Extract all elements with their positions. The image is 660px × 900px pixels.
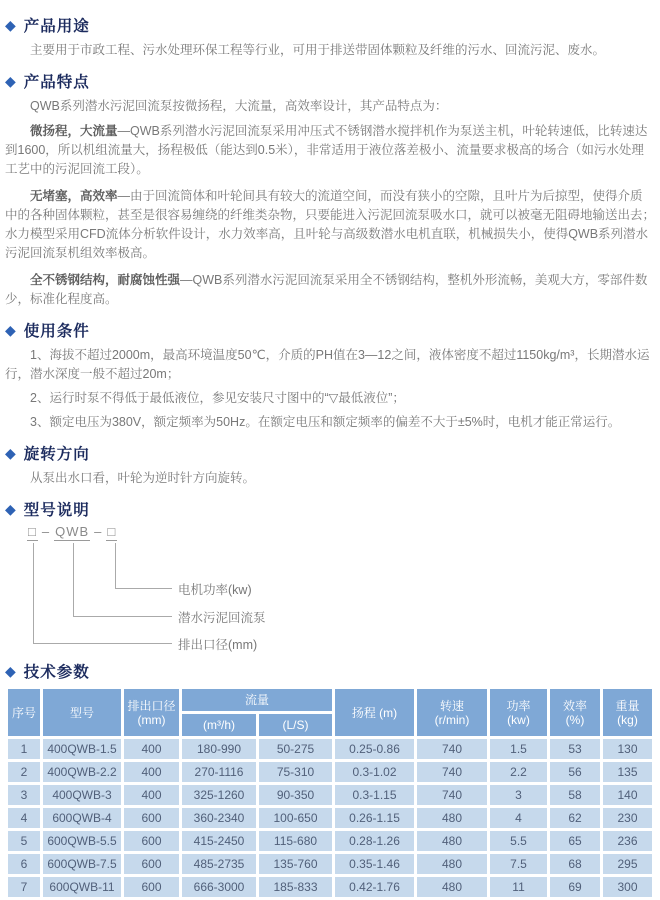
col-header-flow-m3h: (m³/h) bbox=[182, 714, 256, 736]
features-paragraph bbox=[5, 187, 655, 263]
dash: – bbox=[41, 524, 51, 539]
paragraph-text: —QWB系列潜水污泥回流泵采用冲压式不锈钢潜水搅拌机作为泵送主机，叶轮转速低，比转速达到1600，所以机组流量大，扬程极低（能达到0.5米），非常适用于液位落差极小、流量要求极高的场合（如污水处理工艺中的污泥回流工段）。 bbox=[5, 124, 648, 176]
callout-line-outlet bbox=[33, 543, 172, 644]
col-header-line: (%) bbox=[565, 712, 585, 727]
table-cell: 130 bbox=[603, 739, 652, 759]
col-header-line: (kw) bbox=[507, 712, 530, 727]
table-cell: 0.35-1.46 bbox=[335, 854, 414, 874]
table-cell: 135 bbox=[603, 762, 652, 782]
col-header-line: (mm) bbox=[137, 712, 166, 727]
table-row bbox=[8, 831, 652, 851]
table-cell: 360-2340 bbox=[182, 808, 256, 828]
table-row bbox=[8, 877, 652, 897]
diamond-icon: ◆ bbox=[5, 663, 16, 679]
col-header-outlet bbox=[124, 689, 179, 736]
model-label-type: 潜水污泥回流泵 bbox=[178, 611, 266, 625]
table-cell: 740 bbox=[417, 739, 487, 759]
table-cell: 2.2 bbox=[490, 762, 547, 782]
col-header-efficiency bbox=[550, 689, 600, 736]
col-header-line: 重量 bbox=[615, 698, 640, 713]
col-header-weight bbox=[603, 689, 652, 736]
table-cell: 480 bbox=[417, 877, 487, 897]
table-row bbox=[8, 808, 652, 828]
section-header-model bbox=[5, 498, 655, 520]
features-intro: QWB系列潜水污泥回流泵按微扬程，大流量，高效率设计，其产品特点为： bbox=[30, 99, 448, 113]
table-cell: 600QWB-7.5 bbox=[43, 854, 121, 874]
table-cell: 0.28-1.26 bbox=[335, 831, 414, 851]
section-header-specs bbox=[5, 660, 655, 682]
table-cell: 295 bbox=[603, 854, 652, 874]
table-row bbox=[8, 785, 652, 805]
model-box-outlet: □ bbox=[28, 524, 37, 539]
table-cell: 53 bbox=[550, 739, 600, 759]
table-cell: 115-680 bbox=[259, 831, 332, 851]
table-cell: 180-990 bbox=[182, 739, 256, 759]
table-cell: 2 bbox=[8, 762, 40, 782]
table-cell: 62 bbox=[550, 808, 600, 828]
table-cell: 270-1116 bbox=[182, 762, 256, 782]
table-cell: 1 bbox=[8, 739, 40, 759]
table-cell: 0.3-1.02 bbox=[335, 762, 414, 782]
col-header-line: 转速 bbox=[440, 698, 465, 713]
col-header-index: 序号 bbox=[8, 689, 40, 736]
table-cell: 325-1260 bbox=[182, 785, 256, 805]
table-cell: 666-3000 bbox=[182, 877, 256, 897]
table-cell: 1.5 bbox=[490, 739, 547, 759]
col-header-model: 型号 bbox=[43, 689, 121, 736]
table-cell: 0.26-1.15 bbox=[335, 808, 414, 828]
section-header-conditions bbox=[5, 319, 655, 341]
table-cell: 135-760 bbox=[259, 854, 332, 874]
table-cell: 68 bbox=[550, 854, 600, 874]
section-header-features bbox=[5, 70, 655, 92]
specs-table bbox=[5, 686, 655, 900]
table-cell: 4 bbox=[490, 808, 547, 828]
table-cell: 400 bbox=[124, 785, 179, 805]
model-box-power: □ bbox=[107, 524, 117, 539]
col-header-speed bbox=[417, 689, 487, 736]
condition-item: 3、额定电压为380V，额定频率为50Hz。在额定电压和额定频率的偏差不大于±5%时，电机才能正常运行。 bbox=[30, 415, 621, 429]
table-cell: 0.3-1.15 bbox=[335, 785, 414, 805]
model-label-power: 电机功率(kw) bbox=[178, 583, 252, 597]
diamond-icon: ◆ bbox=[5, 501, 16, 517]
table-cell: 7.5 bbox=[490, 854, 547, 874]
model-label-outlet: 排出口径(mm) bbox=[178, 638, 258, 652]
table-cell: 236 bbox=[603, 831, 652, 851]
diamond-icon: ◆ bbox=[5, 17, 16, 33]
section-title: 型号说明 bbox=[23, 502, 90, 519]
table-cell: 600 bbox=[124, 854, 179, 874]
usage-body: 主要用于市政工程、污水处理环保工程等行业，可用于排送带固体颗粒及纤维的污水、回流污泥、废水。 bbox=[30, 43, 606, 57]
table-cell: 5.5 bbox=[490, 831, 547, 851]
table-cell: 400QWB-1.5 bbox=[43, 739, 121, 759]
model-series-name: QWB bbox=[55, 524, 90, 539]
table-cell: 140 bbox=[603, 785, 652, 805]
col-header-line: 功率 bbox=[506, 698, 531, 713]
table-cell: 4 bbox=[8, 808, 40, 828]
condition-item: 1、海拔不超过2000m，最高环境温度50℃，介质的PH值在3—12之间，液体密度不超过1150kg/m³，长期潜水运行，潜水深度一般不超过20m； bbox=[5, 348, 650, 381]
table-cell: 400 bbox=[124, 739, 179, 759]
col-header-head: 扬程 (m) bbox=[335, 689, 414, 736]
col-header-flow: 流量 bbox=[182, 689, 332, 711]
section-header-usage bbox=[5, 14, 655, 36]
table-cell: 415-2450 bbox=[182, 831, 256, 851]
table-cell: 65 bbox=[550, 831, 600, 851]
table-cell: 100-650 bbox=[259, 808, 332, 828]
table-cell: 600 bbox=[124, 831, 179, 851]
features-paragraph bbox=[5, 122, 655, 179]
table-cell: 185-833 bbox=[259, 877, 332, 897]
paragraph-lead: 无堵塞，高效率 bbox=[30, 189, 118, 203]
table-cell: 480 bbox=[417, 808, 487, 828]
table-cell: 90-350 bbox=[259, 785, 332, 805]
model-code bbox=[27, 524, 117, 541]
table-cell: 480 bbox=[417, 831, 487, 851]
table-cell: 11 bbox=[490, 877, 547, 897]
col-header-line: (kg) bbox=[617, 712, 638, 727]
table-cell: 400QWB-3 bbox=[43, 785, 121, 805]
section-title: 技术参数 bbox=[23, 664, 90, 681]
table-cell: 600 bbox=[124, 877, 179, 897]
table-cell: 5 bbox=[8, 831, 40, 851]
col-header-line: 排出口径 bbox=[127, 698, 176, 713]
paragraph-text: —由于回流筒体和叶轮间具有较大的流道空间，而没有狭小的空隙，且叶片为后掠型，使得介质中的各种固体颗粒，甚至是很容易缠绕的纤维类杂物，只要能进入污泥回流泵吸水口，就可以被毫无阻碍地输送出去；水力模型采用CFD流体分析软件设计，水力效率高，且叶轮与高级数潜水电机直联，机械损失小，使得QWB系列潜水污泥回流泵机组效率极高。 bbox=[5, 189, 656, 260]
table-row bbox=[8, 762, 652, 782]
table-cell: 400 bbox=[124, 762, 179, 782]
table-cell: 600 bbox=[124, 808, 179, 828]
table-cell: 58 bbox=[550, 785, 600, 805]
col-header-line: 效率 bbox=[563, 698, 588, 713]
dash: – bbox=[94, 524, 103, 539]
specs-table-header bbox=[8, 689, 652, 736]
col-header-power bbox=[490, 689, 547, 736]
table-cell: 0.42-1.76 bbox=[335, 877, 414, 897]
features-paragraph bbox=[5, 271, 655, 309]
section-title: 产品特点 bbox=[23, 74, 90, 91]
paragraph-lead: 微扬程，大流量 bbox=[30, 124, 118, 138]
table-cell: 50-275 bbox=[259, 739, 332, 759]
col-header-line: (r/min) bbox=[434, 712, 470, 727]
table-cell: 3 bbox=[490, 785, 547, 805]
table-cell: 600QWB-4 bbox=[43, 808, 121, 828]
col-header-flow-ls: (L/S) bbox=[259, 714, 332, 736]
section-title: 使用条件 bbox=[23, 323, 90, 340]
specs-table-body bbox=[8, 739, 652, 897]
table-cell: 56 bbox=[550, 762, 600, 782]
diamond-icon: ◆ bbox=[5, 73, 16, 89]
table-cell: 7 bbox=[8, 877, 40, 897]
table-cell: 300 bbox=[603, 877, 652, 897]
table-cell: 740 bbox=[417, 785, 487, 805]
rotation-body: 从泵出水口看，叶轮为逆时针方向旋转。 bbox=[30, 471, 256, 485]
table-cell: 0.25-0.86 bbox=[335, 739, 414, 759]
table-row bbox=[8, 739, 652, 759]
paragraph-text: —QWB系列潜水污泥回流泵采用全不锈钢结构，整机外形流畅，美观大方，零部件数少，标准化程度高。 bbox=[5, 273, 648, 306]
section-header-rotation bbox=[5, 442, 655, 464]
table-cell: 485-2735 bbox=[182, 854, 256, 874]
table-cell: 480 bbox=[417, 854, 487, 874]
paragraph-lead: 全不锈钢结构，耐腐蚀性强 bbox=[30, 273, 181, 287]
diamond-icon: ◆ bbox=[5, 322, 16, 338]
section-title: 旋转方向 bbox=[23, 446, 90, 463]
table-row bbox=[8, 854, 652, 874]
diamond-icon: ◆ bbox=[5, 445, 16, 461]
table-cell: 75-310 bbox=[259, 762, 332, 782]
section-title: 产品用途 bbox=[23, 18, 90, 35]
table-cell: 69 bbox=[550, 877, 600, 897]
table-cell: 600QWB-11 bbox=[43, 877, 121, 897]
table-cell: 400QWB-2.2 bbox=[43, 762, 121, 782]
table-cell: 6 bbox=[8, 854, 40, 874]
table-cell: 230 bbox=[603, 808, 652, 828]
table-cell: 600QWB-5.5 bbox=[43, 831, 121, 851]
table-cell: 3 bbox=[8, 785, 40, 805]
condition-item: 2、运行时泵不得低于最低液位，参见安装尺寸图中的“▽最低液位”； bbox=[30, 391, 405, 405]
table-cell: 740 bbox=[417, 762, 487, 782]
model-code-diagram bbox=[5, 524, 655, 650]
